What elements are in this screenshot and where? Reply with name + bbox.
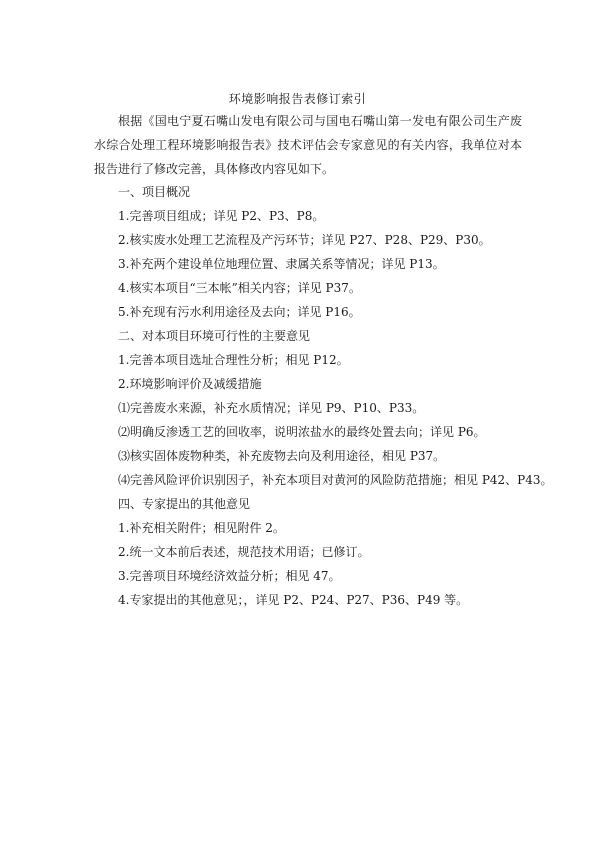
list-item: ⑴完善废水来源，补充水质情况；详见 P9、P10、P33。 [118,401,425,415]
list-item: 5.补充现有污水利用途径及去向；详见 P16。 [118,305,361,319]
list-item: 3.补充两个建设单位地理位置、隶属关系等情况；详见 P13。 [118,257,445,271]
list-item: 1.完善项目组成；详见 P2、P3、P8。 [118,209,325,223]
document-title: 环境影响报告表修订索引 [228,92,367,106]
intro-paragraph: 根据《国电宁夏石嘴山发电有限公司与国电石嘴山第一发电有限公司生产废水综合处理工程环境影响报告表》技术评估会专家意见的有关内容，我单位对本报告进行了修改完善，具体修改内容见如下。 [94,114,522,176]
section-heading: 二、对本项目环境可行性的主要意见 [118,329,311,343]
list-item: 1.补充相关附件；相见附件 2。 [118,521,285,535]
list-item: 3.完善项目环境经济效益分析；相见 47。 [118,569,341,583]
list-item: ⑵明确反渗透工艺的回收率，说明浓盐水的最终处置去向；详见 P6。 [118,425,486,439]
list-item: 4.专家提出的其他意见；，详见 P2、P24、P27、P36、P49 等。 [118,593,469,607]
list-item: 2.统一文本前后表述，规范技术用语；已修订。 [118,545,370,559]
revision-index-list [94,180,553,612]
section-heading: 一、项目概况 [118,185,191,199]
list-item: 1.完善本项目选址合理性分析；相见 P12。 [118,353,349,367]
section-heading: 四、专家提出的其他意见 [118,497,251,511]
list-item: ⑶核实固体废物种类，补充废物去向及利用途径，相见 P37。 [118,449,446,463]
list-item: 2.核实废水处理工艺流程及产污环节；详见 P27、P28、P29、P30。 [118,233,491,247]
list-item: 4.核实本项目“三本帐”相关内容；详见 P37。 [118,281,361,295]
list-item: 2.环境影响评价及减缓措施 [118,377,262,391]
list-item: ⑷完善风险评价识别因子，补充本项目对黄河的风险防范措施；相见 P42、P43。 [118,473,553,487]
